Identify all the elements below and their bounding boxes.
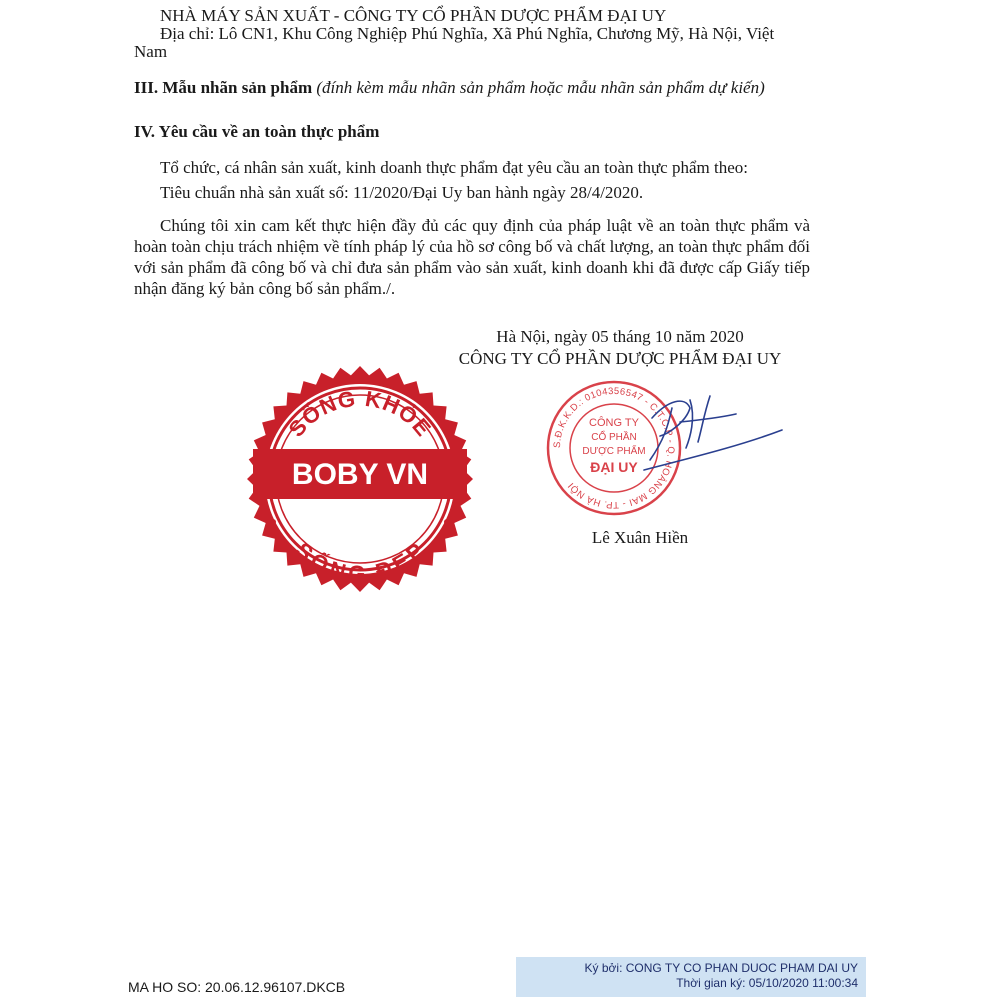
section-4-paragraph-2: Tiêu chuẩn nhà sản xuất số: 11/2020/Đại Uy ban hành ngày 28/4/2020. [160, 183, 644, 202]
seal-line-3: DƯỢC PHẨM [582, 446, 646, 457]
address-line-continuation: Nam [134, 42, 168, 61]
badge-bottom-text: SỐNG ĐẸP [290, 537, 430, 587]
signed-time-text: Thời gian ký: 05/10/2020 11:00:34 [676, 976, 858, 990]
address-line: Địa chỉ: Lô CN1, Khu Công Nghiệp Phú Nghĩa, Xã Phú Nghĩa, Chương Mỹ, Hà Nội, Việt [160, 24, 775, 43]
section-3-note: (đính kèm mẫu nhãn sản phẩm hoặc mẫu nhãn sản phẩm dự kiến) [316, 78, 765, 97]
seal-ring-text: S.Đ.K.K.D.: 0104356547 - C.T.C.P - Q. HOÀNG MAI - TP. HÀ NỘI [551, 385, 677, 511]
signer-name: Lê Xuân Hiền [591, 528, 689, 547]
section-3-heading: III. Mẫu nhãn sản phẩm [134, 78, 313, 97]
digital-signature-box [516, 957, 866, 997]
badge-center-text: BOBY VN [291, 458, 429, 491]
section-4-heading: IV. Yêu cầu về an toàn thực phẩm [134, 122, 380, 141]
seal-line-2: CỔ PHẦN [591, 432, 637, 443]
section-3-title [134, 77, 765, 98]
file-code: MA HO SO: 20.06.12.96107.DKCB [128, 979, 346, 995]
date-line: Hà Nội, ngày 05 tháng 10 năm 2020 [496, 327, 744, 346]
signing-company: CÔNG TY CỔ PHẦN DƯỢC PHẨM ĐẠI UY [458, 349, 782, 368]
factory-line: NHÀ MÁY SẢN XUẤT - CÔNG TY CỔ PHẦN DƯỢC PHẨM ĐẠI UY [160, 6, 667, 25]
section-4-paragraph-1: Tổ chức, cá nhân sản xuất, kinh doanh thực phẩm đạt yêu cầu an toàn thực phẩm theo: [160, 158, 748, 177]
commitment-paragraph: Chúng tôi xin cam kết thực hiện đầy đủ các quy định của pháp luật về an toàn thực phẩm và hoàn toàn chịu trách nhiệm về tính pháp lý của hồ sơ công bố và chất lượng, an toàn thực phẩm đối với sản phẩm đã công bố và chỉ đưa sản phẩm vào sản xuất, kinh doanh khi đã được cấp Giấy tiếp nhận đăng ký bản công bố sản phẩm./. [134, 216, 810, 298]
boby-vn-badge [243, 362, 477, 596]
badge-top-text: SỐNG KHỎE [283, 385, 437, 442]
seal-line-4: ĐẠI UY [590, 459, 638, 475]
seal-line-1: CÔNG TY [589, 417, 639, 429]
signed-by-text: Ký bởi: CONG TY CO PHAN DUOC PHAM DAI UY [584, 961, 858, 975]
company-seal [540, 378, 790, 523]
star-icon [444, 519, 450, 525]
star-icon [270, 519, 276, 525]
